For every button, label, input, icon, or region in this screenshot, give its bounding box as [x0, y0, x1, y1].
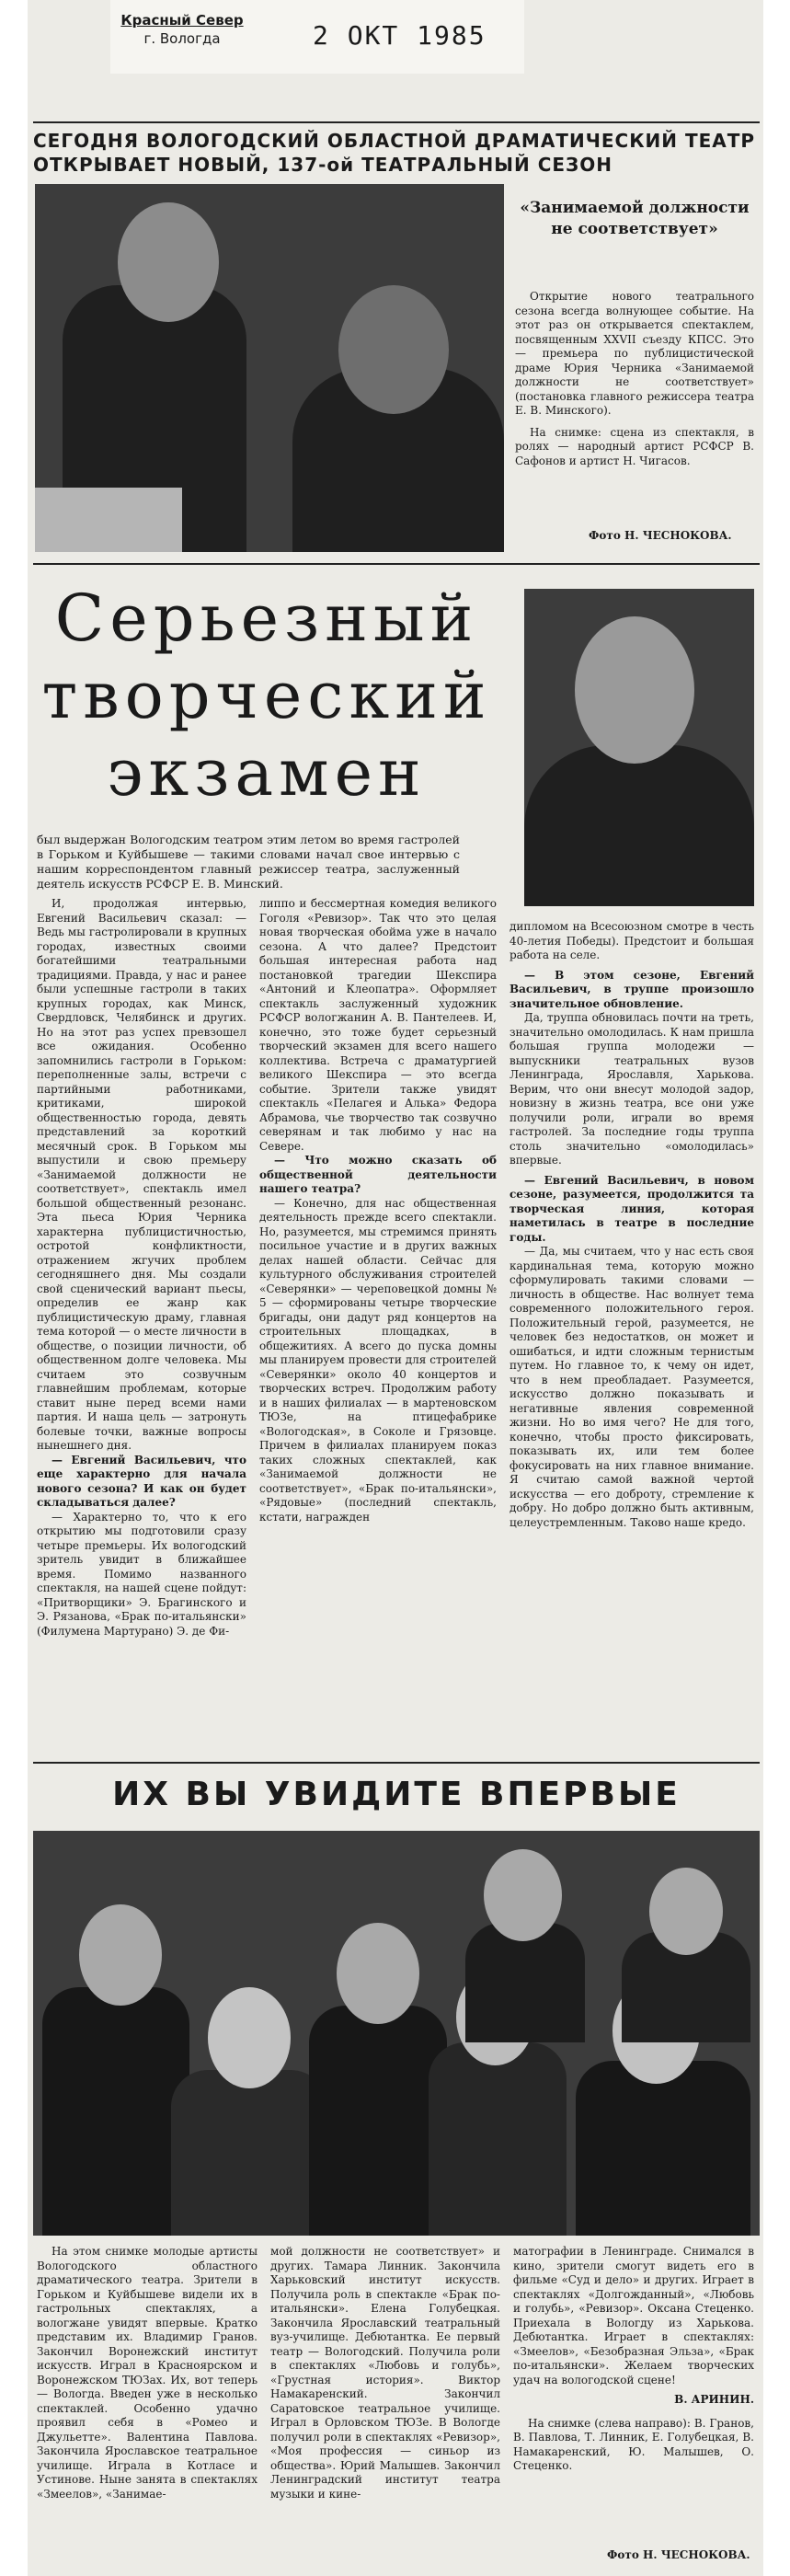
feature-column-3	[509, 920, 754, 1530]
kicker-line: Серьезный	[54, 581, 479, 656]
bottom-photo-caption: На снимке (слева направо): В. Гранов, В. Павлова, Т. Линник, Е. Голубецкая, В. Намакаренский, Ю. Малышев, О. Стеценко.	[513, 2416, 754, 2472]
sidebar-title: «Занимаемой должности не соответствует»	[520, 199, 750, 238]
kicker-line: экзамен	[107, 735, 427, 811]
bottom-column-1	[37, 2245, 258, 2501]
article-paragraph: липпо и бессмертная комедия великого Гоголя «Ревизор». Так что это целая новая творческая обойма уже в начало сезона. А что далее? Предстоит большая интересная работа над постановкой трагедии Шекспира «Антоний и Клеопатра». Оформляет спектакль заслуженный художник РСФСР вологжанин А. В. Пантелеев. И, конечно, это тоже будет серьезный творческий экзамен для всего нашего коллектива. Встреча с драматургией великого Шекспира — это всегда событие. Зрители также увидят спектакль «Пелагея и Алька» Федора Абрамова, чье творчество так созвучно северянам и так любимо у нас на Севере.	[259, 897, 497, 1153]
young-actors-photo	[33, 1831, 760, 2236]
section-rule	[33, 563, 760, 565]
kicker-line: творческий	[41, 658, 492, 733]
feature-kicker	[37, 580, 497, 811]
question-text: — Евгений Васильевич, что еще характерно для начала нового сезона? И как он будет складываться далее?	[37, 1453, 246, 1509]
question-text: — В этом сезоне, Евгений Васильевич, в труппе произошло значительное обновление.	[509, 968, 754, 1010]
newspaper-source	[118, 11, 246, 48]
article-paragraph: — Конечно, для нас общественная деятельность прежде всего спектакли. Но, разумеется, мы стремимся принять посильное участие и в других важных делах нашей области. Сейчас для культурного обслуживания строителей «Северянки» — череповецкой домны № 5 — сформированы четыре творческие бригады, они дадут ряд концертов на строительных площадках, в общежитиях. А всего до пуска домны мы планируем провести для строителей «Северянки» около 40 концертов и творческих встреч. Продолжим работу и в наших филиалах — в мартеновском ТЮЗе, на птицефабрике «Вологодская», в Соколе и Грязовце. Причем в филиалах планируем показ таких сложных спектаклей, как «Занимаемой должности не соответствует», «Брак по-итальянски», «Рядовые» (последний спектакль, кстати, награжден	[259, 1196, 497, 1524]
article-paragraph: — Характерно то, что к его открытию мы подготовили сразу четыре премьеры. Их вологодский зритель увидит в ближайшее время. Помимо названного спектакля, на нашей сцене пойдут: «Притворщики» Э. Брагинского и Э. Рязанова, «Брак по-итальянски» (Филумена Мартурано) Э. де Фи-	[37, 1510, 246, 1638]
interview-question	[37, 1454, 246, 1511]
sidebar-text	[515, 290, 754, 468]
sidebar-photo-credit: Фото Н. ЧЕСНОКОВА.	[589, 529, 732, 542]
clipping-date: 2 ОКТ 1985	[313, 20, 487, 51]
director-portrait	[524, 589, 754, 906]
scene-photo	[35, 184, 504, 552]
feature-column-2	[259, 897, 497, 1524]
article-paragraph: И, продолжая интервью, Евгений Васильевич сказал: — Ведь мы гастролировали в крупных городах, известных своими богатейшими театральными традициями. Правда, у нас и ранее были успешные гастроли в таких крупных городах, как Минск, Свердловск, Челябинск и других. Но на этот раз успех превзошел все ожидания. Особенно запомнились гастроли в Горьком: переполненные залы, встречи с партийными работниками, критиками, широкой общественностью города, девять представлений за короткий месячный срок. В Горьком мы выпустили и свою премьеру «Занимаемой должности не соответствует», спектакль имел большой общественный резонанс. Эта пьеса Юрия Черника характерна публицистичностью, остротой конфликтности, отражением жгучих проблем сегодняшнего дня. Мы создали свой сценический вариант пьесы, определив ее жанр как публицистическую драму, главная тема которой — о месте личности в обществе, о позиции личности, об общественном долге человека. Мы считаем это созвучным главнейшим проблемам, которые ставит ныне перед всеми нами партия. И наша цель — затронуть болевые точки, важные вопросы нынешнего дня.	[37, 897, 246, 1452]
bottom-paragraph: На этом снимке молодые артисты Вологодского областного драматического театра. Зрители в Горьком и Куйбышеве видели их в гастрольных спектаклях, а вологжане увидят впервые. Кратко представим их. Владимир Гранов. Закончил Воронежский институт искусств. Играл в Красноярском и Воронежском ТЮЗах. Их, вот теперь — Вологда. Введен уже в несколько спектаклей. Особенно удачно проявил себя в «Ромео и Джульетте». Валентина Павлова. Закончила Ярославское театральное училище. Играла в Котласе и Устинове. Ныне занята в спектаклях «Змеелов», «Занимае-	[37, 2245, 258, 2501]
top-rule	[33, 121, 760, 123]
article-paragraph: дипломом на Всесоюзном смотре в честь 40-летия Победы). Предстоит и большая работа на селе.	[509, 920, 754, 961]
question-text: — Что можно сказать об общественной деятельности нашего театра?	[259, 1154, 497, 1195]
newspaper-name: Красный Север	[120, 12, 244, 29]
article-paragraph: Да, труппа обновилась почти на треть, значительно омолодилась. К нам пришла большая группа молодежи — выпускники театральных вузов Ленинграда, Ярославля, Харькова. Верим, что они внесут молодой задор, новизну в жизнь театра, все они уже получили роли, играли во время гастролей. За последние годы труппа столь значительно «омолодилась» впервые.	[509, 1011, 754, 1167]
sidebar-paragraph: Открытие нового театрального сезона всегда волнующее событие. На этот раз он открывается спектаклем, посвященным XXVII съезду КПСС. Это — премьера по публицистической драме Юрия Черника «Занимаемой должности не соответствует» (постановка главного режиссера театра Е. В. Минского).	[515, 290, 754, 417]
page-headline: СЕГОДНЯ ВОЛОГОДСКИЙ ОБЛАСТНОЙ ДРАМАТИЧЕСКИЙ ТЕАТР ОТКРЫВАЕТ НОВЫЙ, 137-ой ТЕАТРАЛЬНЫЙ СЕЗОН	[33, 130, 756, 176]
interview-question	[509, 1174, 754, 1246]
bottom-paragraph: мой должности не соответствует» и других. Тамара Линник. Закончила Харьковский институт искусств. Получила роль в спектакле «Брак по-итальянски». Елена Голубецкая. Закончила Ярославский театральный вуз-училище. Дебютантка. Ее первый театр — Вологодский. Получила роли в спектаклях «Любовь и голубь», «Грустная история». Виктор Намакаренский. Закончил Саратовское театральное училище. Играл в Орловском ТЮЗе. В Вологде получил роли в спектаклях «Ревизор», «Моя профессия — синьор из общества». Юрий Малышев. Закончил Ленинградский институт театра музыки и кине-	[270, 2245, 500, 2501]
bottom-column-3	[513, 2245, 754, 2474]
article-author: В. АРИНИН.	[674, 2393, 754, 2406]
bottom-photo-credit: Фото Н. ЧЕСНОКОВА.	[607, 2548, 750, 2561]
bottom-headline: ИХ ВЫ УВИДИТЕ ВПЕРВЫЕ	[112, 1776, 681, 1813]
sidebar-caption: На снимке: сцена из спектакля, в ролях — народный артист РСФСР В. Сафонов и артист Н. Чигасов.	[515, 425, 754, 467]
feature-lead: был выдержан Вологодским театром этим летом во время гастролей в Горьком и Куйбышеве — такими словами начал свое интервью с нашим корреспондентом главный режиссер театра, заслуженный деятель искусств РСФСР Е. В. Минский.	[37, 833, 460, 891]
feature-column-1	[37, 897, 246, 1639]
question-text: — Евгений Васильевич, в новом сезоне, разумеется, продолжится та творческая линия, которая наметилась в театре в последние годы.	[509, 1173, 754, 1244]
section-rule	[33, 1762, 760, 1764]
interview-question	[259, 1154, 497, 1197]
newspaper-city: г. Вологда	[143, 30, 221, 47]
article-paragraph: — Да, мы считаем, что у нас есть своя кардинальная тема, которую можно сформулировать такими словами — личность в обществе. Нас волнует тема современного положительного героя. Положительный герой, разумеется, не человек без недостатков, он может и ошибаться, и идти сложным тернистым путем. Но главное то, к чему он идет, что в нем преобладает. Разумеется, искусство должно показывать и негативные явления современной жизни. Но во имя чего? Не для того, конечно, чтобы просто фиксировать, показывать их, или тем более фокусировать на них главное внимание. Я считаю самой важной чертой искусства — его доброту, стремление к добру. Но добро должно быть активным, целеустремленным. Таково наше кредо.	[509, 1245, 754, 1529]
bottom-column-2	[270, 2245, 500, 2501]
interview-question	[509, 969, 754, 1012]
bottom-paragraph: матографии в Ленинграде. Снимался в кино, зрители смогут видеть его в фильме «Суд и дело» и других. Играет в спектаклях «Долгожданный», «Любовь и голубь», «Ревизор». Оксана Стеценко. Приехала в Вологду из Харькова. Дебютантка. Играет в спектаклях: «Змеелов», «Безобразная Эльза», «Брак по-итальянски». Желаем творческих удач на вологодской сцене!	[513, 2245, 754, 2386]
